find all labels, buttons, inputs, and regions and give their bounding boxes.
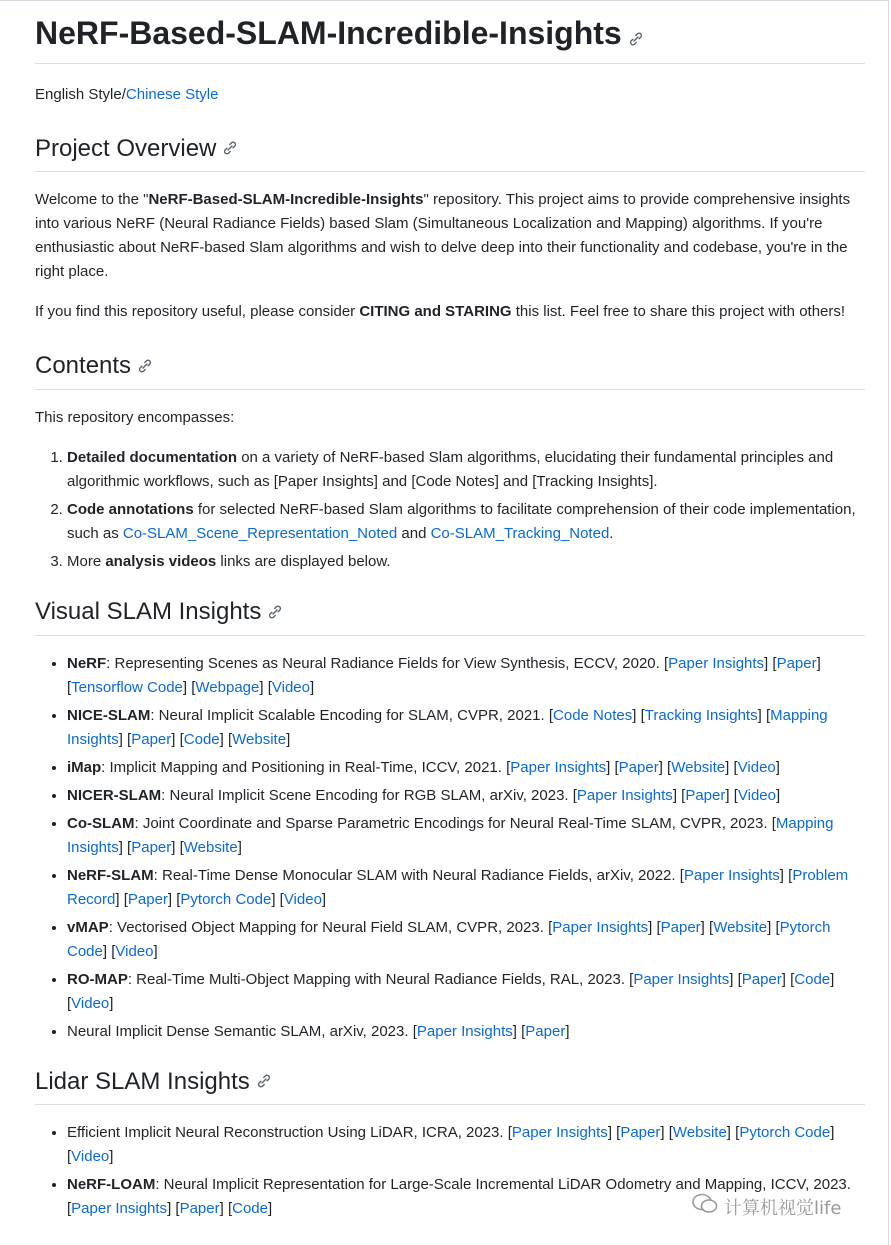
paper-link[interactable]: Paper [741, 970, 782, 988]
heading-text: Project Overview [35, 134, 217, 162]
paper-description: Efficient Implicit Neural Reconstruction Using LiDAR, ICRA, 2023. [67, 1124, 508, 1142]
paper-name: RO-MAP [67, 970, 128, 988]
code-link[interactable]: Code [232, 1200, 268, 1218]
pytorch-code-link[interactable]: Pytorch Code [180, 890, 272, 908]
readme-content [35, 0, 865, 1225]
paper-insights-link[interactable]: Paper Insights [416, 1022, 513, 1040]
list-item: • iMap: Implicit Mapping and Positioning in Real-Time, ICCV, 2021. [Paper Insights] [Paper] [Website] [Video] [67, 756, 865, 780]
video-link[interactable]: Video [737, 786, 776, 804]
bold-text: Code annotations [67, 500, 194, 518]
video-link[interactable]: Video [115, 942, 154, 960]
text: and [397, 524, 431, 542]
list-item [67, 550, 865, 574]
paper-name: iMap [67, 758, 102, 776]
heading-lidar-slam [35, 1066, 865, 1106]
link-icon[interactable] [628, 16, 644, 56]
pytorch-code-link[interactable]: Pytorch Code [67, 918, 831, 960]
paper-link[interactable]: Paper [525, 1022, 566, 1040]
text: If you find this repository useful, please consider [35, 303, 360, 321]
page-title-text: NeRF-Based-SLAM-Incredible-Insights [35, 15, 622, 51]
paper-insights-link[interactable]: Paper Insights [683, 866, 780, 884]
contents-list [35, 446, 865, 574]
paper-insights-link[interactable]: Paper Insights [71, 1200, 168, 1218]
pytorch-code-link[interactable]: Pytorch Code [739, 1124, 831, 1142]
paper-description: : Vectorised Object Mapping for Neural Field SLAM, CVPR, 2023. [108, 918, 549, 936]
chinese-style-link[interactable]: Chinese Style [125, 85, 219, 103]
text: for selected NeRF-based Slam algorithms to facilitate comprehension of their code implementation, such as [67, 500, 856, 542]
website-link[interactable]: Website [183, 838, 238, 856]
paper-description: Neural Implicit Dense Semantic SLAM, arXiv, 2023. [67, 1022, 413, 1040]
overview-paragraph-2 [35, 300, 865, 324]
page-title [35, 0, 865, 64]
link-icon[interactable] [256, 1066, 272, 1098]
paper-name: NeRF-SLAM [67, 866, 154, 884]
text: More [67, 552, 106, 570]
text: Welcome to the " [35, 191, 149, 209]
list-item: • Neural Implicit Dense Semantic SLAM, arXiv, 2023. [Paper Insights] [Paper] [67, 1020, 865, 1044]
code-link[interactable]: Code [794, 970, 831, 988]
webpage-link[interactable]: Webpage [195, 678, 260, 696]
video-link[interactable]: Video [271, 678, 310, 696]
video-link[interactable]: Video [71, 1148, 110, 1166]
paper-name: NeRF-LOAM [67, 1176, 156, 1194]
paper-name: Co-SLAM [67, 814, 135, 832]
mapping-insights-link[interactable]: Mapping Insights [67, 706, 828, 748]
visual-slam-list [35, 652, 865, 1044]
paper-name: NICE-SLAM [67, 706, 151, 724]
wechat-icon [692, 1193, 718, 1220]
code-link[interactable]: Code [183, 730, 220, 748]
link-icon[interactable] [267, 597, 283, 629]
paper-link[interactable]: Paper [660, 918, 701, 936]
video-link[interactable]: Video [737, 758, 776, 776]
bold-text: analysis videos [105, 552, 217, 570]
bold-text: Detailed documentation [67, 448, 238, 466]
list-item: • NeRF-SLAM: Real-Time Dense Monocular SLAM with Neural Radiance Fields, arXiv, 2022. [Paper Insights] [Problem Record] [Paper] [Pytorch Code] [Video] [67, 864, 865, 912]
list-item [67, 498, 865, 546]
website-link[interactable]: Website [232, 730, 287, 748]
list-item: • RO-MAP: Real-Time Multi-Object Mapping with Neural Radiance Fields, RAL, 2023. [Paper Insights] [Paper] [Code] [Video] [67, 968, 865, 1016]
overview-paragraph-1 [35, 188, 865, 284]
text: links are displayed below. [216, 552, 391, 570]
video-link[interactable]: Video [283, 890, 322, 908]
website-link[interactable]: Website [672, 1124, 727, 1142]
paper-insights-link[interactable]: Paper Insights [511, 1124, 608, 1142]
heading-text: Contents [35, 352, 132, 380]
paper-description: : Representing Scenes as Neural Radiance Fields for View Synthesis, ECCV, 2020. [106, 654, 664, 672]
list-item: • Co-SLAM: Joint Coordinate and Sparse Parametric Encodings for Neural Real-Time SLAM, CVPR, 2023. [Mapping Insights] [Paper] [Website] [67, 812, 865, 860]
bold-text: NeRF-Based-SLAM-Incredible-Insights [148, 191, 424, 209]
problem-record-link[interactable]: Problem Record [67, 866, 849, 908]
style-switch-line [35, 83, 865, 107]
heading-project-overview [35, 133, 865, 173]
list-item: • NeRF: Representing Scenes as Neural Radiance Fields for View Synthesis, ECCV, 2020. [Paper Insights] [Paper] [Tensorflow Code] [Webpage] [Video] [67, 652, 865, 700]
heading-text: Lidar SLAM Insights [35, 1067, 250, 1095]
bold-text: CITING and STARING [359, 303, 512, 321]
link-icon[interactable] [222, 133, 238, 165]
list-item: • NeRF-LOAM: Neural Implicit Representation for Large-Scale Incremental LiDAR Odometry and Mapping, ICCV, 2023. [Paper Insights] [Paper] [Code] [67, 1173, 865, 1221]
text: on a variety of NeRF-based Slam algorithms, elucidating their fundamental principles and algorithmic workflows, such as [Paper Insights] and [Code Notes] and [Tracking Insights]. [67, 448, 834, 490]
paper-link[interactable]: Paper [179, 1200, 220, 1218]
paper-name: vMAP [67, 918, 109, 936]
code-notes-link[interactable]: Code Notes [553, 706, 633, 724]
heading-visual-slam [35, 596, 865, 636]
video-link[interactable]: Video [71, 994, 110, 1012]
paper-insights-link[interactable]: Paper Insights [576, 786, 673, 804]
co-slam-tracking-link[interactable]: Co-SLAM_Tracking_Noted [430, 524, 610, 542]
paper-link[interactable]: Paper [131, 838, 172, 856]
tracking-insights-link[interactable]: Tracking Insights [644, 706, 758, 724]
paper-description: : Neural Implicit Representation for Large-Scale Incremental LiDAR Odometry and Mapping, ICCV, 2023. [155, 1176, 851, 1194]
paper-link[interactable]: Paper [776, 654, 817, 672]
mapping-insights-link[interactable]: Mapping Insights [67, 814, 834, 856]
paper-insights-link[interactable]: Paper Insights [552, 918, 649, 936]
list-item: • Efficient Implicit Neural Reconstruction Using LiDAR, ICRA, 2023. [Paper Insights] [Paper] [Website] [Pytorch Code] [Video] [67, 1121, 865, 1169]
watermark-text: 计算机视觉life [724, 1197, 842, 1219]
paper-name: NICER-SLAM [67, 786, 162, 804]
paper-description: : Joint Coordinate and Sparse Parametric Encodings for Neural Real-Time SLAM, CVPR, 2023. [134, 814, 772, 832]
website-link[interactable]: Website [671, 758, 726, 776]
heading-text: Visual SLAM Insights [35, 597, 262, 625]
text: . [609, 524, 614, 542]
contents-intro: This repository encompasses: [35, 408, 235, 426]
paper-link[interactable]: Paper [620, 1124, 661, 1142]
list-item: • NICER-SLAM: Neural Implicit Scene Encoding for RGB SLAM, arXiv, 2023. [Paper Insights] [Paper] [Video] [67, 784, 865, 808]
paper-description: : Neural Implicit Scalable Encoding for SLAM, CVPR, 2021. [150, 706, 549, 724]
website-link[interactable]: Website [713, 918, 768, 936]
paper-link[interactable]: Paper [131, 730, 172, 748]
paper-insights-link[interactable]: Paper Insights [668, 654, 765, 672]
paper-link[interactable]: Paper [685, 786, 726, 804]
paper-name: NeRF [67, 654, 107, 672]
paper-insights-link[interactable]: Paper Insights [510, 758, 607, 776]
paper-description: : Implicit Mapping and Positioning in Real-Time, ICCV, 2021. [101, 758, 507, 776]
paper-link[interactable]: Paper [127, 890, 168, 908]
paper-insights-link[interactable]: Paper Insights [633, 970, 730, 988]
co-slam-scene-link[interactable]: Co-SLAM_Scene_Representation_Noted [122, 524, 398, 542]
list-item: • NICE-SLAM: Neural Implicit Scalable Encoding for SLAM, CVPR, 2021. [Code Notes] [Tracking Insights] [Mapping Insights] [Paper] [Code] [Website] [67, 704, 865, 752]
text: " repository. This project aims to provide comprehensive insights into various NeRF (Neural Radiance Fields) based Slam (Simultaneous Localization and Mapping) algorithms. If you're enthusiastic about NeRF-based Slam algorithms and wish to delve deep into their functionality and codebase, you're in the right place. [35, 191, 851, 281]
tensorflow-code-link[interactable]: Tensorflow Code [71, 678, 183, 696]
paper-description: : Real-Time Multi-Object Mapping with Neural Radiance Fields, RAL, 2023. [127, 970, 630, 988]
link-icon[interactable] [137, 351, 153, 383]
paper-link[interactable]: Paper [618, 758, 659, 776]
list-item [67, 446, 865, 494]
text: this list. Feel free to share this project with others! [511, 303, 846, 321]
watermark [692, 1193, 841, 1220]
list-item: • vMAP: Vectorised Object Mapping for Neural Field SLAM, CVPR, 2023. [Paper Insights] [Paper] [Website] [Pytorch Code] [Video] [67, 916, 865, 964]
paper-description: : Real-Time Dense Monocular SLAM with Neural Radiance Fields, arXiv, 2022. [153, 866, 680, 884]
heading-contents [35, 350, 865, 390]
english-style-label: English Style/ [35, 85, 126, 103]
paper-description: : Neural Implicit Scene Encoding for RGB SLAM, arXiv, 2023. [161, 786, 573, 804]
